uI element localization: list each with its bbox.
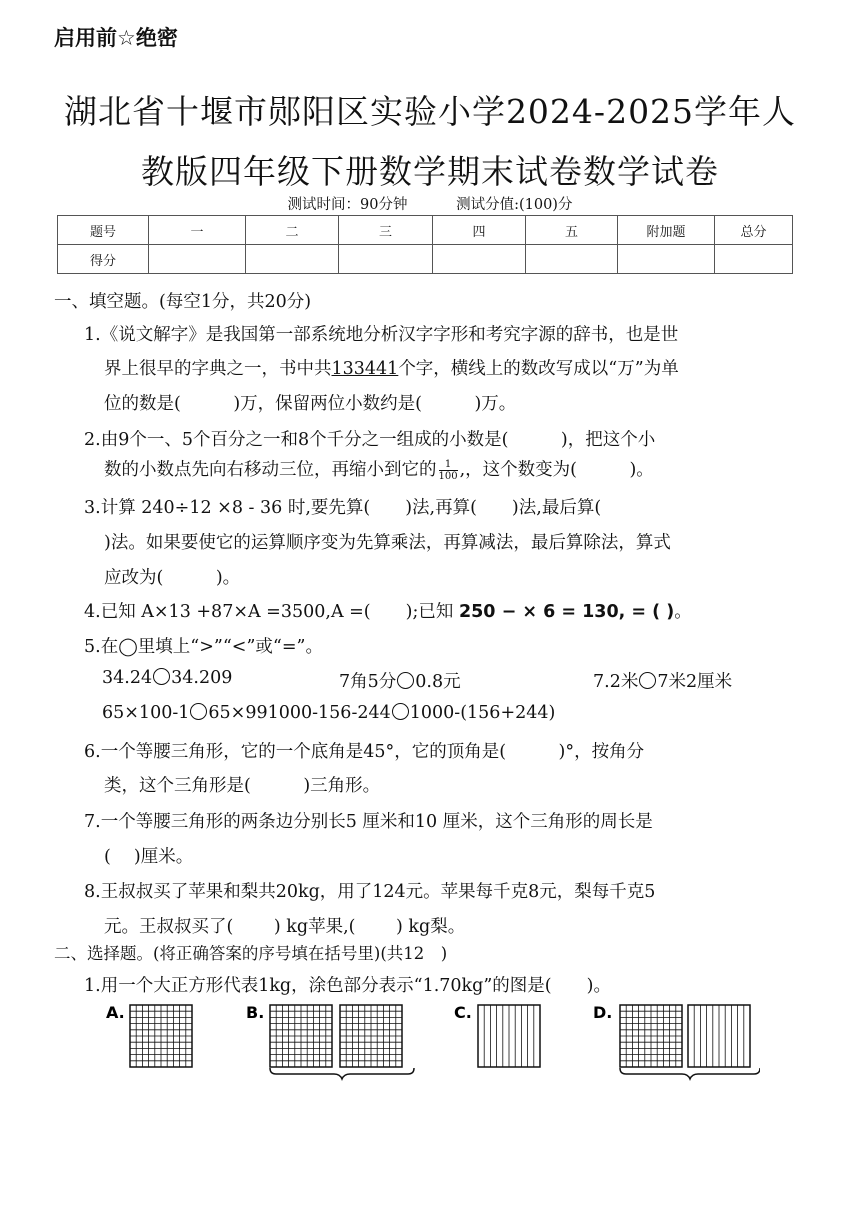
compare-circle[interactable] bbox=[153, 668, 170, 685]
score-table-header-row bbox=[58, 216, 793, 245]
table-cell: 五 bbox=[526, 216, 618, 245]
score-input-cell[interactable] bbox=[149, 245, 246, 274]
compare-circle[interactable] bbox=[392, 703, 409, 720]
test-info bbox=[0, 193, 860, 214]
secret-label: 启用前☆绝密 bbox=[54, 26, 178, 50]
fraction bbox=[439, 459, 458, 482]
option-b-label: B. bbox=[246, 1003, 265, 1022]
q5-compare-row2 bbox=[102, 703, 555, 723]
score-table-score-row bbox=[58, 245, 793, 274]
option-a-grid[interactable] bbox=[130, 1005, 192, 1067]
option-d-brace bbox=[620, 1068, 760, 1079]
compare-value: 7.2米 bbox=[593, 672, 639, 692]
table-cell: 总分 bbox=[715, 216, 793, 245]
compare-value: 1000-(156+244) bbox=[409, 703, 556, 723]
compare-value: 65×100-1 bbox=[102, 703, 190, 723]
table-cell: 二 bbox=[246, 216, 339, 245]
option-b-grid-1[interactable] bbox=[270, 1005, 332, 1067]
compare-value: 0.8元 bbox=[415, 672, 461, 692]
score-input-cell[interactable] bbox=[715, 245, 793, 274]
q5-compare-a bbox=[102, 668, 232, 688]
q5-compare-c bbox=[593, 668, 732, 693]
q4-text-a: 4.已知 A×13 +87×A =3500,A =( );已知 bbox=[84, 602, 454, 622]
compare-value: 65×991000-156-244 bbox=[208, 703, 391, 723]
compare-value: 7角5分 bbox=[339, 672, 397, 692]
q2-text-a: 数的小数点先向右移动三位，再缩小到它的 bbox=[104, 460, 437, 480]
option-d-label: D. bbox=[593, 1003, 613, 1022]
table-cell: 题号 bbox=[58, 216, 149, 245]
table-cell: 附加题 bbox=[618, 216, 715, 245]
score-input-cell[interactable] bbox=[246, 245, 339, 274]
table-cell: 得分 bbox=[58, 245, 149, 274]
option-figures bbox=[100, 1000, 760, 1085]
q1-line3: 位的数是( )万，保留两位小数约是( )万。 bbox=[104, 394, 517, 414]
q2-line2 bbox=[104, 456, 654, 482]
table-cell: 一 bbox=[149, 216, 246, 245]
compare-value: 34.209 bbox=[171, 668, 233, 688]
option-d-grid[interactable] bbox=[620, 1005, 682, 1067]
q1-text-b: 个字，横线上的数改写成以“万”为单 bbox=[398, 359, 679, 379]
compare-value: 7米2厘米 bbox=[657, 672, 733, 692]
table-cell: 四 bbox=[433, 216, 526, 245]
q2-line1: 2.由9个一、5个百分之一和8个千分之一组成的小数是( )，把这个小 bbox=[84, 430, 656, 450]
q2-text-b: ,，这个数变为( )。 bbox=[459, 460, 654, 480]
q3-line3: 应改为( )。 bbox=[104, 568, 241, 588]
page-title-line2: 教版四年级下册数学期末试卷数学试卷 bbox=[141, 152, 719, 191]
fraction-numerator: 1 bbox=[439, 459, 458, 471]
q5-compare-b bbox=[339, 668, 461, 693]
option-b-brace bbox=[270, 1068, 414, 1079]
compare-circle[interactable] bbox=[190, 703, 207, 720]
q3-line1: 3.计算 240÷12 ×8 - 36 时,要先算( )法,再算( )法,最后算( bbox=[84, 498, 602, 518]
q4-line bbox=[84, 598, 692, 623]
table-cell: 三 bbox=[339, 216, 433, 245]
q3-line2: )法。如果要使它的运算顺序变为先算乘法，再算减法，最后算除法，算式 bbox=[104, 533, 671, 553]
section1-title: 一、填空题。(每空1分，共20分) bbox=[54, 292, 312, 312]
q4-text-c: 。 bbox=[674, 602, 692, 622]
q4-equation: 250 − × 6 = 130, = ( ) bbox=[458, 602, 675, 622]
q7-line1: 7.一个等腰三角形的两条边分别长5 厘米和10 厘米，这个三角形的周长是 bbox=[84, 812, 653, 832]
option-b-grid-2[interactable] bbox=[340, 1005, 402, 1067]
q7-line2: ( )厘米。 bbox=[104, 847, 194, 867]
score-input-cell[interactable] bbox=[339, 245, 433, 274]
q1-line2 bbox=[104, 355, 679, 380]
q6-line1: 6.一个等腰三角形，它的一个底角是45°，它的顶角是( )°，按角分 bbox=[84, 742, 645, 762]
option-c-strips[interactable] bbox=[478, 1005, 540, 1067]
q1-text-a: 界上很早的字典之一，书中共 bbox=[104, 359, 332, 379]
section2-title: 二、选择题。(将正确答案的序号填在括号里)(共12 ) bbox=[54, 944, 448, 963]
compare-value: 34.24 bbox=[102, 668, 153, 688]
option-c-label: C. bbox=[454, 1003, 472, 1022]
score-input-cell[interactable] bbox=[618, 245, 715, 274]
score-input-cell[interactable] bbox=[433, 245, 526, 274]
option-a-label: A. bbox=[106, 1003, 125, 1022]
compare-circle[interactable] bbox=[639, 672, 656, 689]
compare-circle[interactable] bbox=[397, 672, 414, 689]
q6-line2: 类，这个三角形是( )三角形。 bbox=[104, 776, 381, 796]
q8-line2: 元。王叔叔买了( ) kg苹果,( ) kg梨。 bbox=[104, 917, 466, 937]
q8-line1: 8.王叔叔买了苹果和梨共20kg，用了124元。苹果每千克8元，梨每千克5 bbox=[84, 882, 656, 902]
score-table bbox=[57, 215, 793, 274]
q1-line1: 1.《说文解字》是我国第一部系统地分析汉字字形和考究字源的辞书，也是世 bbox=[84, 325, 679, 345]
q5-line1: 5.在◯里填上“>”“<”或“=”。 bbox=[84, 637, 323, 657]
score-input-cell[interactable] bbox=[526, 245, 618, 274]
s2-q1-line: 1.用一个大正方形代表1kg，涂色部分表示“1.70kg”的图是( )。 bbox=[84, 976, 611, 996]
fraction-denominator: 100 bbox=[438, 471, 458, 482]
q1-number: 133441 bbox=[331, 359, 399, 379]
test-score: 测试分值:(100)分 bbox=[456, 197, 573, 213]
test-time: 测试时间：90分钟 bbox=[287, 197, 408, 213]
page-title-line1: 湖北省十堰市郧阳区实验小学2024-2025学年人 bbox=[63, 92, 797, 131]
option-d-strips[interactable] bbox=[688, 1005, 750, 1067]
